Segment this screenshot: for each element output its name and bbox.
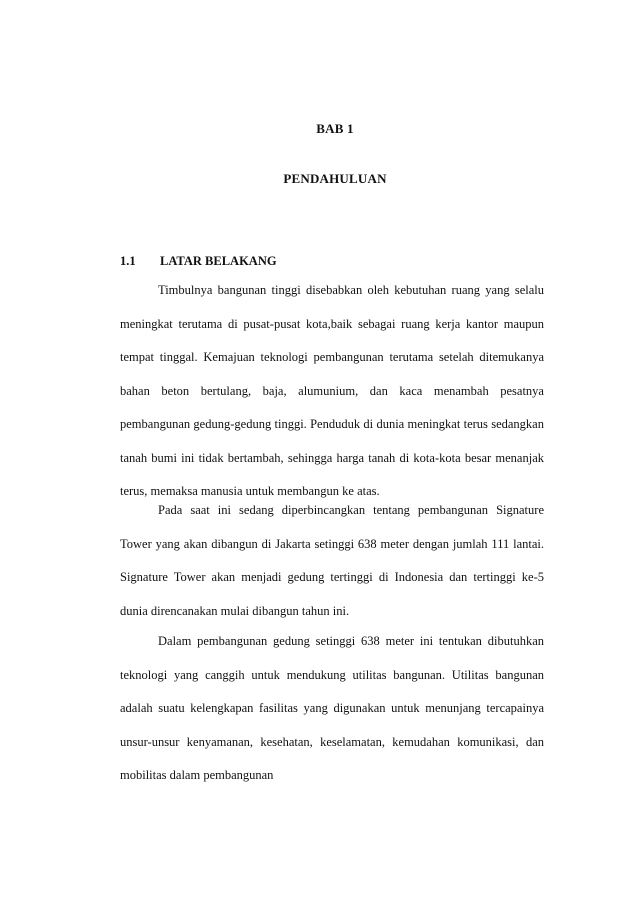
section-number: 1.1 (120, 254, 136, 268)
paragraph-2: Pada saat ini sedang diperbincangkan tentang pembangunan Signature Tower yang akan dibangun di Jakarta setinggi 638 meter dengan jumlah 111 lantai. Signature Tower akan menjadi gedung tertinggi di Indonesia dan tertinggi ke-5 dunia direncanakan mulai dibangun tahun ini. (120, 503, 544, 618)
section-title: LATAR BELAKANG (160, 254, 277, 268)
paragraph-1: Timbulnya bangunan tinggi disebabkan oleh kebutuhan ruang yang selalu meningkat terutama di pusat-pusat kota,baik sebagai ruang kerja kantor maupun tempat tinggal. Kemajuan teknologi pembangunan terutama setelah ditemukanya bahan beton bertulang, baja, alumunium, dan kaca menambah pesatnya pembangunan gedung-gedung tinggi. Penduduk di dunia meningkat terus sedangkan tanah bumi ini tidak bertambah, sehingga harga tanah di kota-kota besar menanjak terus, memaksa manusia untuk membangun ke atas. (120, 283, 544, 498)
paragraph-3: Dalam pembangunan gedung setinggi 638 meter ini tentukan dibutuhkan teknologi yang canggih untuk mendukung utilitas bangunan. Utilitas bangunan adalah suatu kelengkapan fasilitas yang digunakan untuk menunjang tercapainya unsur-unsur kenyamanan, kesehatan, keselamatan, kemudahan komunikasi, dan mobilitas dalam pembangunan (120, 634, 544, 782)
chapter-heading: BAB 1 (316, 121, 354, 136)
chapter-title: PENDAHULUAN (283, 171, 387, 186)
section-heading (120, 254, 277, 269)
